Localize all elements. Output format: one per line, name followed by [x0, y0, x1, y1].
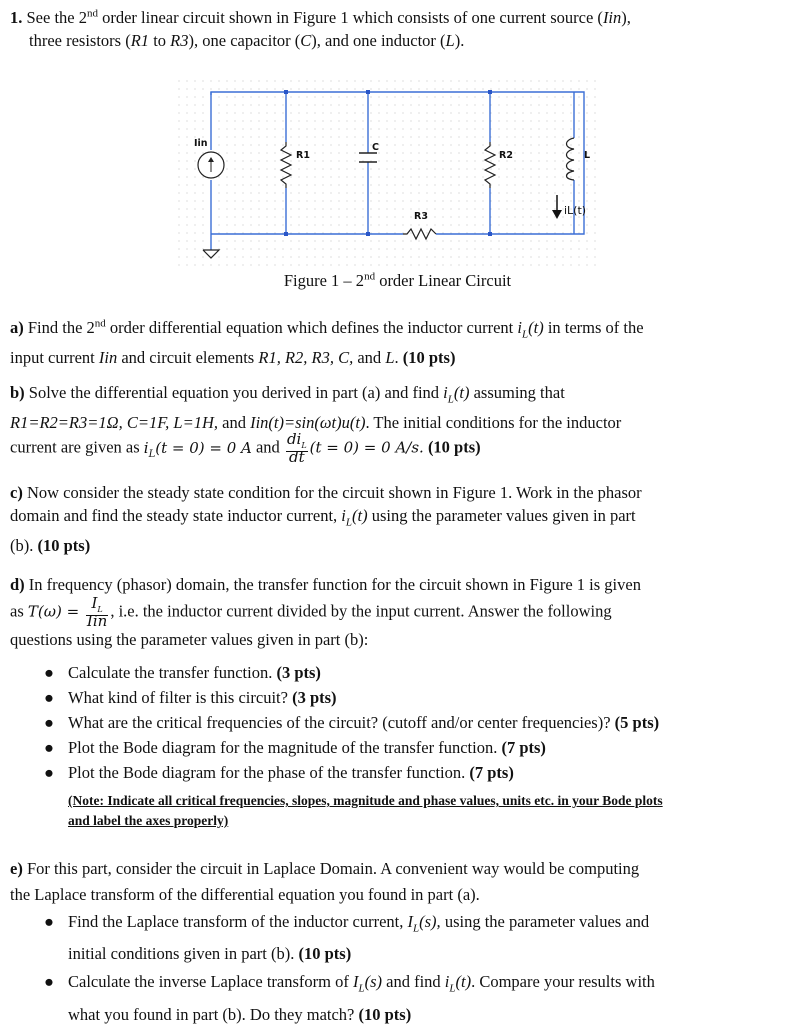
text: For this part, consider the circuit in Laplace Domain. A convenient way would be computing [22, 859, 640, 878]
var: (t) [352, 506, 368, 525]
text: using the parameter values and [440, 912, 650, 931]
sup: nd [364, 270, 376, 283]
list-item [44, 969, 755, 1027]
var: Iin [602, 8, 622, 27]
fraction [86, 594, 108, 630]
part-label: a) [10, 318, 24, 337]
text: Solve the differential equation you derived in part (a) and find [24, 383, 444, 402]
points: (3 pts) [276, 663, 321, 682]
points: (10 pts) [402, 348, 456, 368]
text: and circuit elements [117, 348, 259, 368]
text: ), [621, 8, 631, 27]
part-c [10, 481, 755, 557]
text: Calculate the transfer function. [68, 663, 277, 682]
text: initial conditions given in part (b). [68, 944, 299, 964]
var: R1, R2, R3, C, [258, 348, 354, 368]
circuit-diagram [178, 80, 598, 272]
list-item [44, 660, 755, 685]
list-item [44, 685, 755, 710]
part-e-bullets [44, 909, 755, 1028]
list-item [44, 710, 755, 735]
points: (10 pts) [298, 944, 352, 964]
label-l: L [584, 150, 591, 161]
points: (3 pts) [292, 688, 337, 707]
label-iin: Iin [194, 138, 208, 149]
points: (10 pts) [358, 1004, 412, 1024]
var: I [352, 972, 359, 992]
label-c: C [372, 142, 379, 153]
text: Find the 2 [23, 318, 95, 337]
var: R1 [130, 31, 150, 50]
var: i [444, 972, 450, 992]
var: L [385, 348, 395, 368]
part-label: b) [10, 383, 25, 402]
bullet-icon: ● [44, 688, 54, 707]
label-r3: R3 [414, 211, 428, 222]
math: T(ω) = [27, 602, 84, 621]
text: (Note: Indicate all critical frequencies, slopes, magnitude and phase values, units etc. in your Bode plots [68, 793, 663, 808]
text: In frequency (phasor) domain, the transfer function for the circuit shown in Figure 1 is given [24, 575, 641, 594]
part-d-bullets [44, 660, 755, 785]
text: and find [382, 972, 445, 992]
points: (7 pts) [501, 738, 546, 757]
sub: L [148, 448, 156, 460]
text: the Laplace transform of the differential equation you found in part (a). [10, 885, 480, 904]
var: i [443, 383, 448, 402]
question-1-intro [10, 6, 755, 52]
text: input current [10, 348, 99, 368]
text: , i.e. the inductor current divided by the input current. Answer the following [110, 601, 612, 621]
var: Iin(t)=sin(ωt)u(t) [250, 413, 366, 433]
sub: L [447, 393, 454, 406]
part-a [10, 316, 755, 369]
bullet-icon: ● [44, 972, 54, 992]
text: order Linear Circuit [375, 271, 512, 290]
math: (t = 0) = 0 A/s. [309, 438, 424, 457]
den: Iin [86, 612, 108, 630]
bode-note [68, 791, 755, 831]
text: and label the axes properly) [68, 813, 229, 828]
text: domain and find the steady state inductor current, [10, 506, 342, 525]
var: R3 [170, 31, 189, 50]
sub: L [345, 516, 352, 529]
text: ). [454, 31, 465, 50]
part-label: c) [10, 483, 23, 502]
text: in terms of the [543, 318, 644, 337]
current-source-iin [198, 152, 224, 178]
part-e [10, 856, 755, 908]
figure-caption [0, 271, 795, 291]
text: Figure 1 – 2 [283, 271, 365, 290]
text: three resistors ( [29, 31, 131, 50]
text: What are the critical frequencies of the circuit? (cutoff and/or center frequencies)? [68, 713, 615, 732]
sub: L [301, 441, 307, 451]
text: to [149, 31, 171, 50]
var: i [143, 438, 149, 457]
text: . Compare your results with [471, 972, 655, 992]
text: Find the Laplace transform of the inductor current, [68, 912, 408, 931]
text: current are given as [10, 437, 144, 457]
sub: L [449, 982, 456, 995]
var: (s), [419, 912, 441, 931]
var: (t) [453, 383, 470, 402]
text: See the 2 [26, 8, 87, 27]
text: and [353, 348, 386, 368]
sub: L [521, 328, 529, 341]
text: and [218, 413, 251, 433]
text: (b). [10, 536, 38, 556]
points: (7 pts) [469, 763, 514, 782]
points: (10 pts) [423, 437, 481, 457]
grid-background [178, 80, 598, 272]
text: assuming that [469, 383, 565, 402]
text: questions using the parameter values given in part (b): [10, 630, 369, 649]
var: C [300, 31, 312, 50]
var: (t) [528, 318, 544, 337]
text: as [10, 601, 28, 621]
list-item [44, 909, 755, 967]
bullet-icon: ● [44, 763, 54, 782]
text: using the parameter values given in part [367, 506, 636, 525]
sub: L [413, 922, 420, 935]
text: Calculate the inverse Laplace transform of [68, 972, 353, 992]
points: (10 pts) [37, 536, 91, 556]
text: order linear circuit shown in Figure 1 which consists of one current source ( [97, 8, 603, 27]
part-d [10, 572, 755, 653]
var: i [341, 506, 346, 525]
math: (t = 0) = 0 A [155, 438, 252, 457]
num: I [91, 594, 98, 612]
text: Now consider the steady state condition for the circuit shown in Figure 1. Work in the phasor [22, 483, 642, 502]
label-il: iL(t) [564, 204, 587, 217]
sup: nd [86, 7, 98, 20]
text: What kind of filter is this circuit? [68, 688, 293, 707]
var: Iin [98, 348, 118, 368]
bullet-icon: ● [44, 663, 54, 682]
text: ), and one inductor ( [311, 31, 446, 50]
text: what you found in part (b). Do they match? [68, 1004, 359, 1024]
var: L [445, 31, 455, 50]
var: (t) [455, 972, 472, 992]
question-number: 1. [10, 8, 23, 27]
bullet-icon: ● [44, 912, 54, 931]
text: and [251, 437, 284, 457]
text: order differential equation which defines the inductor current [105, 318, 518, 337]
text: . The initial conditions for the inductor [365, 413, 622, 433]
text: . [394, 348, 403, 368]
var: i [517, 318, 522, 337]
bullet-icon: ● [44, 713, 54, 732]
label-r1: R1 [296, 150, 310, 161]
points: (5 pts) [614, 713, 660, 732]
list-item [44, 760, 755, 785]
text: Plot the Bode diagram for the magnitude of the transfer function. [68, 738, 502, 757]
sup: nd [94, 317, 106, 330]
part-label: d) [10, 575, 25, 594]
var: R1=R2=R3=1Ω, C=1F, L=1H, [10, 413, 219, 433]
fraction [286, 430, 308, 467]
var: I [407, 912, 414, 931]
part-label: e) [10, 859, 23, 878]
num: di [286, 430, 302, 449]
sub: L [97, 605, 103, 614]
part-b [10, 381, 755, 466]
bullet-icon: ● [44, 738, 54, 757]
text: ), one capacitor ( [188, 31, 301, 50]
sub: L [358, 982, 365, 995]
den: dt [288, 448, 305, 467]
list-item [44, 735, 755, 760]
label-r2: R2 [499, 150, 513, 161]
text: Plot the Bode diagram for the phase of the transfer function. [68, 763, 470, 782]
var: (s) [364, 972, 383, 992]
